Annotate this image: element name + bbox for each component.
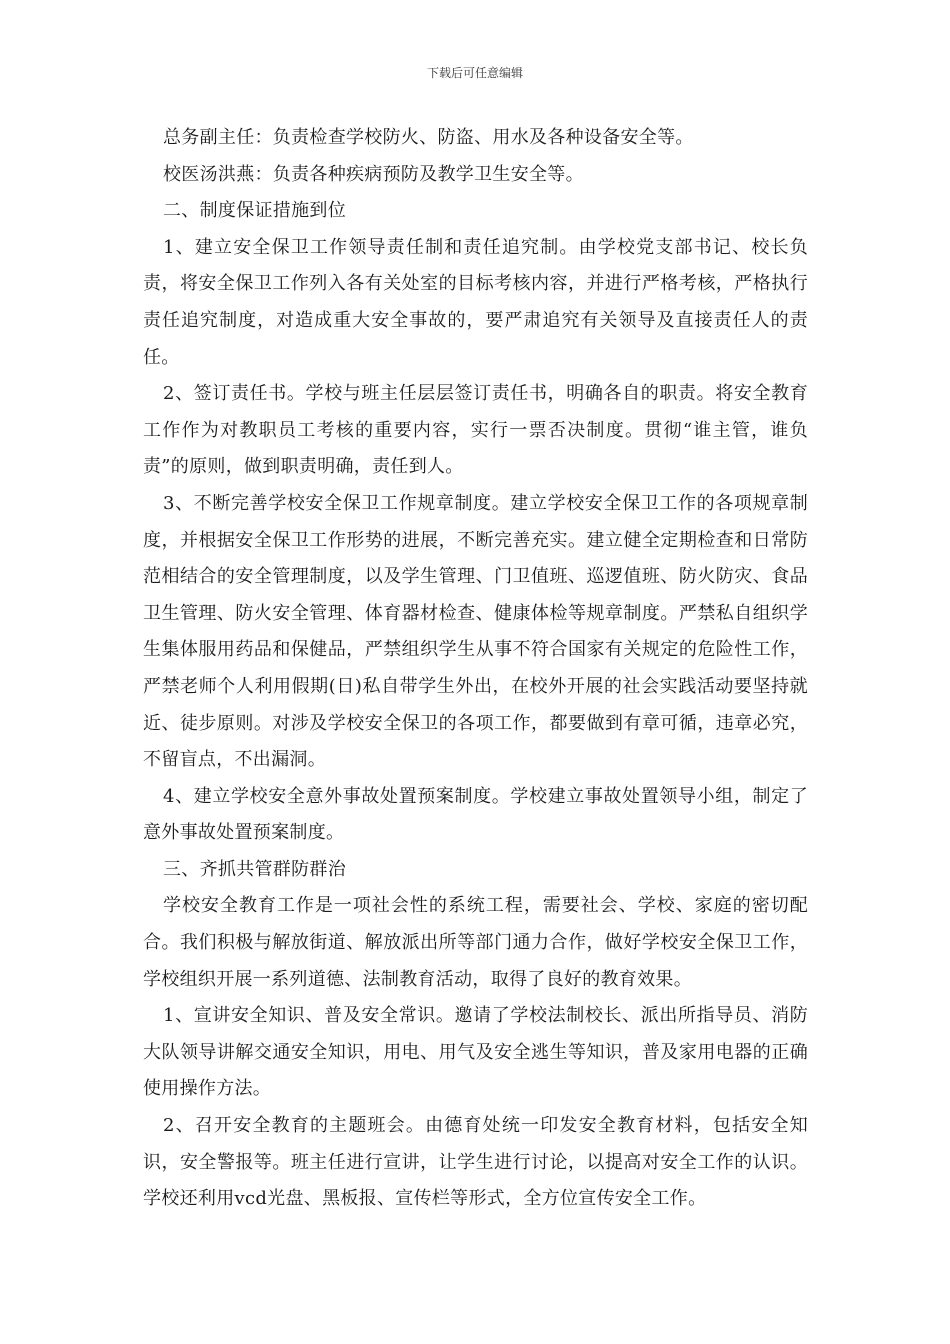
paragraph-item-2-1: 1、建立安全保卫工作领导责任制和责任追究制。由学校党支部书记、校长负责，将安全保卫工作列入各有关处室的目标考核内容，并进行严格考核，严格执行责任追究制度，对造成重大安全事故的，要严肃追究有关领导及直接责任人的责任。 [143,236,808,368]
paragraph-general-affairs-deputy: 总务副主任：负责检查学校防火、防盗、用水及各种设备安全等。 [163,127,694,148]
paragraph-item-2-4: 4、建立学校安全意外事故处置预案制度。学校建立事故处置领导小组，制定了意外事故处置预案制度。 [143,785,808,844]
document-body [143,120,808,1218]
section-heading-3: 三、齐抓共管群防群治 [163,858,346,880]
paragraph-item-2-2: 2、签订责任书。学校与班主任层层签订责任书，明确各自的职责。将安全教育工作作为对教职员工考核的重要内容，实行一票否决制度。贯彻“谁主管，谁负责”的原则，做到职责明确，责任到人。 [143,383,808,478]
paragraph-item-2-3: 3、不断完善学校安全保卫工作规章制度。建立学校安全保卫工作的各项规章制度，并根据安全保卫工作形势的进展，不断完善充实。建立健全定期检查和日常防范相结合的安全管理制度，以及学生管理、门卫值班、巡逻值班、防火防灾、食品卫生管理、防火安全管理、体育器材检查、健康体检等规章制度。严禁私自组织学生集体服用药品和保健品，严禁组织学生从事不符合国家有关规定的危险性工作，严禁老师个人利用假期(日)私自带学生外出，在校外开展的社会实践活动要坚持就近、徒步原则。对涉及学校安全保卫的各项工作，都要做到有章可循，违章必究，不留盲点，不出漏洞。 [143,492,808,771]
paragraph-item-3-1: 1、宣讲安全知识、普及安全常识。邀请了学校法制校长、派出所指导员、消防大队领导讲解交通安全知识，用电、用气及安全逃生等知识，普及家用电器的正确使用操作方法。 [143,1005,808,1100]
paragraph-item-3-2: 2、召开安全教育的主题班会。由德育处统一印发安全教育材料，包括安全知识，安全警报等。班主任进行宣讲，让学生进行讨论，以提高对安全工作的认识。学校还利用vcd光盘、黑板报、宣传栏等形式，全方位宣传安全工作。 [143,1115,808,1210]
page-header: 下载后可任意编辑 [426,66,523,80]
paragraph-school-doctor: 校医汤洪燕：负责各种疾病预防及教学卫生安全等。 [163,163,584,185]
paragraph-section-3-intro: 学校安全教育工作是一项社会性的系统工程，需要社会、学校、家庭的密切配合。我们积极与解放街道、解放派出所等部门通力合作，做好学校安全保卫工作，学校组织开展一系列道德、法制教育活动，取得了良好的教育效果。 [143,895,808,990]
section-heading-2: 二、制度保证措施到位 [163,200,346,222]
